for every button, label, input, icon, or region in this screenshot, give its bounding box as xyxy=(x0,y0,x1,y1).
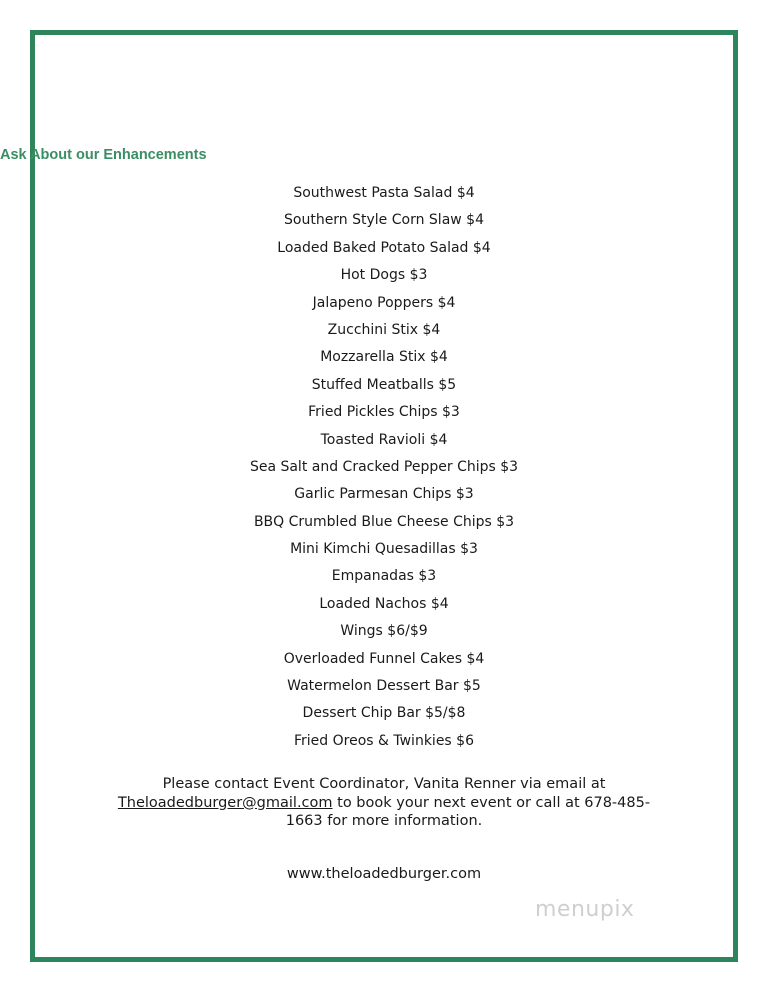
menu-item: Overloaded Funnel Cakes $4 xyxy=(283,650,485,667)
menu-item: Watermelon Dessert Bar $5 xyxy=(287,678,481,695)
contact-text: Please contact Event Coordinator, Vanita Renner via email at xyxy=(162,776,606,792)
menupix-watermark: menupix xyxy=(535,897,635,922)
menu-item: Jalapeno Poppers $4 xyxy=(312,294,456,311)
menu-item: Wings $6/$9 xyxy=(340,623,428,640)
menu-item-list xyxy=(0,181,768,756)
menu-item: Southern Style Corn Slaw $4 xyxy=(284,212,484,229)
menu-item: Mini Kimchi Quesadillas $3 xyxy=(290,541,478,558)
menu-item: Stuffed Meatballs $5 xyxy=(311,376,457,393)
menu-item: Southwest Pasta Salad $4 xyxy=(293,185,475,201)
contact-text-2: to book your next event or call at 678-485-1663 for more information. xyxy=(285,794,651,829)
menu-item: Loaded Nachos $4 xyxy=(319,595,449,612)
menu-item: Zucchini Stix $4 xyxy=(327,321,441,338)
menu-item: Sea Salt and Cracked Pepper Chips $3 xyxy=(249,458,519,475)
email-link[interactable]: Theloadedburger@gmail.com xyxy=(117,794,333,811)
menu-item: Toasted Ravioli $4 xyxy=(320,431,448,448)
menu-item: Empanadas $3 xyxy=(331,568,437,585)
menu-item: Hot Dogs $3 xyxy=(340,267,428,284)
menu-item: Fried Oreos & Twinkies $6 xyxy=(293,732,474,749)
menu-item: Fried Pickles Chips $3 xyxy=(308,404,460,421)
menu-item: Mozzarella Stix $4 xyxy=(320,349,448,366)
menu-item: Garlic Parmesan Chips $3 xyxy=(294,486,474,503)
menu-item: BBQ Crumbled Blue Cheese Chips $3 xyxy=(253,513,515,530)
menu-item: Loaded Baked Potato Salad $4 xyxy=(277,239,491,256)
contact-info xyxy=(110,775,658,831)
section-heading: Ask About our Enhancements xyxy=(0,147,207,163)
menu-item: Dessert Chip Bar $5/$8 xyxy=(302,705,466,722)
website-url[interactable]: www.theloadedburger.com xyxy=(286,866,482,882)
